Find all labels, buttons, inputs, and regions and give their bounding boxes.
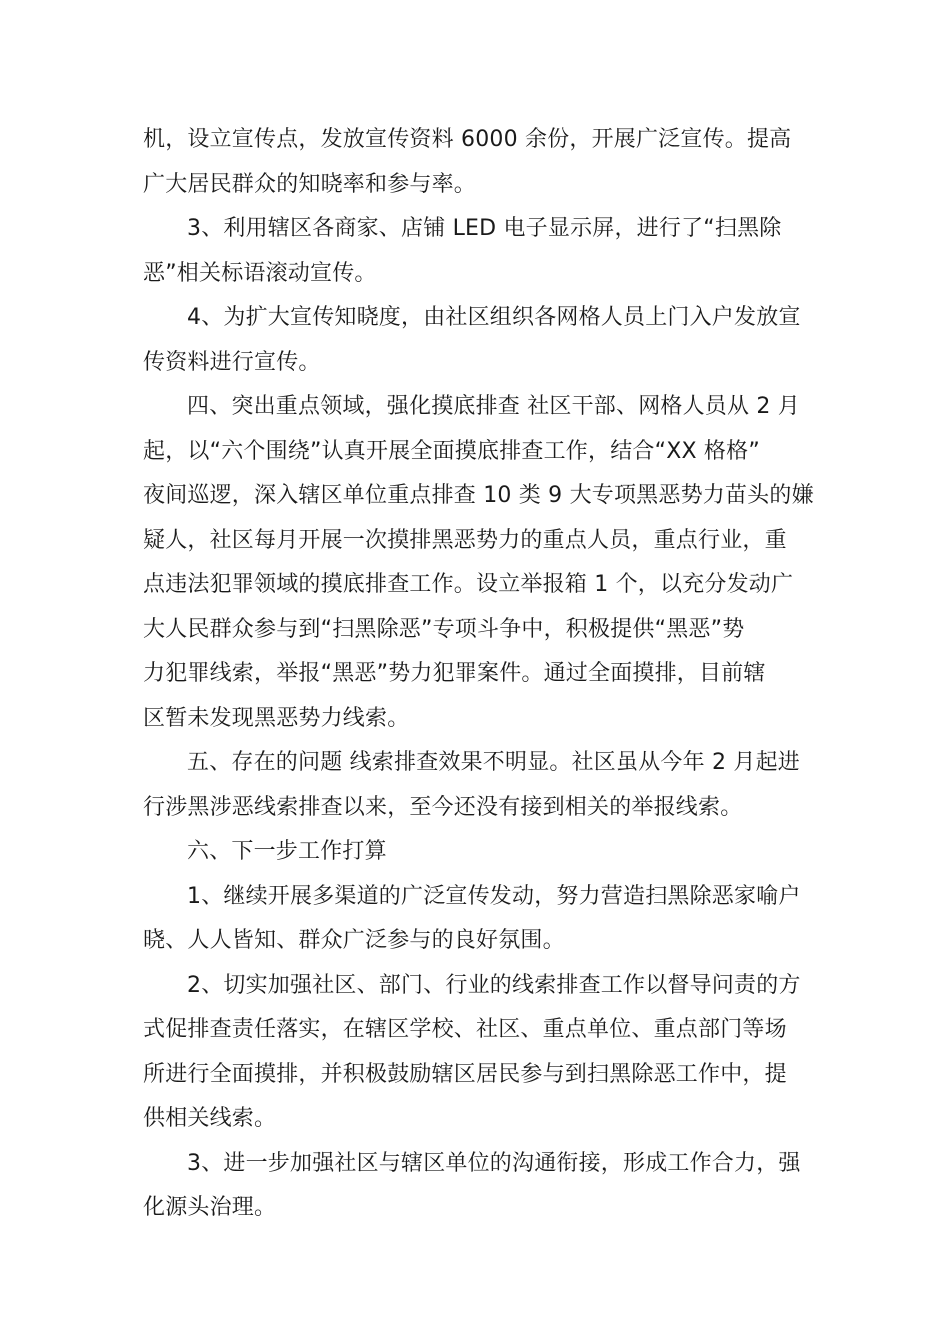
text-line: 力犯罪线索，举报“黑恶”势力犯罪案件。通过全面摸排，目前辖	[143, 661, 766, 686]
paragraph-item-4-door-to-door	[143, 296, 809, 385]
paragraph-item-3-led	[143, 207, 809, 296]
text-line: 式促排查责任落实，在辖区学校、社区、重点单位、重点部门等场	[143, 1017, 787, 1042]
text-line: 广大居民群众的知晓率和参与率。	[143, 171, 477, 197]
text-line: 3、利用辖区各商家、店铺 LED 电子显示屏，进行了“扫黑除	[187, 216, 782, 241]
text-line: 五、存在的问题 线索排查效果不明显。社区虽从今年 2 月起进	[187, 750, 800, 775]
text-line: 起，以“六个围绕”认真开展全面摸底排查工作，结合“XX 格格”	[143, 438, 760, 464]
text-line: 晓、人人皆知、群众广泛参与的良好氛围。	[143, 928, 565, 953]
text-line: 大人民群众参与到“扫黑除恶”专项斗争中，积极提供“黑恶”势	[143, 616, 745, 642]
text-line: 机，设立宣传点，发放宣传资料 6000 余份，开展广泛宣传。提高	[143, 127, 792, 152]
text-line: 四、突出重点领域，强化摸底排查 社区干部、网格人员从 2 月	[187, 394, 800, 419]
text-line: 4、为扩大宣传知晓度，由社区组织各网格人员上门入户发放宣	[187, 305, 801, 330]
paragraph-next-step-3	[143, 1142, 809, 1231]
text-line: 区暂未发现黑恶势力线索。	[143, 705, 410, 731]
paragraph-section-4-key-areas	[143, 385, 814, 741]
document-body	[143, 118, 814, 1231]
paragraph-next-step-2	[143, 964, 809, 1142]
paragraph-section-5-problems	[143, 741, 809, 830]
text-line: 所进行全面摸排，并积极鼓励辖区居民参与到扫黑除恶工作中，提	[143, 1061, 787, 1087]
text-line: 化源头治理。	[143, 1195, 277, 1220]
text-line: 供相关线索。	[143, 1106, 277, 1131]
text-line: 2、切实加强社区、部门、行业的线索排查工作以督导问责的方	[187, 972, 801, 998]
text-line: 六、下一步工作打算	[187, 839, 387, 864]
text-line: 行涉黑涉恶线索排查以来，至今还没有接到相关的举报线索。	[143, 794, 743, 820]
text-line: 恶”相关标语滚动宣传。	[143, 260, 377, 286]
heading-section-6-next-steps	[143, 830, 809, 875]
text-line: 传资料进行宣传。	[143, 349, 321, 375]
text-line: 3、进一步加强社区与辖区单位的沟通衔接，形成工作合力，强	[187, 1150, 801, 1176]
text-line: 1、继续开展多渠道的广泛宣传发动，努力营造扫黑除恶家喻户	[187, 883, 801, 909]
text-line: 夜间巡逻，深入辖区单位重点排查 10 类 9 大专项黑恶势力苗头的嫌	[143, 483, 814, 508]
paragraph-publicity-continued	[143, 118, 809, 207]
text-line: 点违法犯罪领域的摸底排查工作。设立举报箱 1 个，以充分发动广	[143, 572, 794, 597]
paragraph-next-step-1	[143, 875, 809, 964]
text-line: 疑人，社区每月开展一次摸排黑恶势力的重点人员，重点行业，重	[143, 527, 787, 553]
